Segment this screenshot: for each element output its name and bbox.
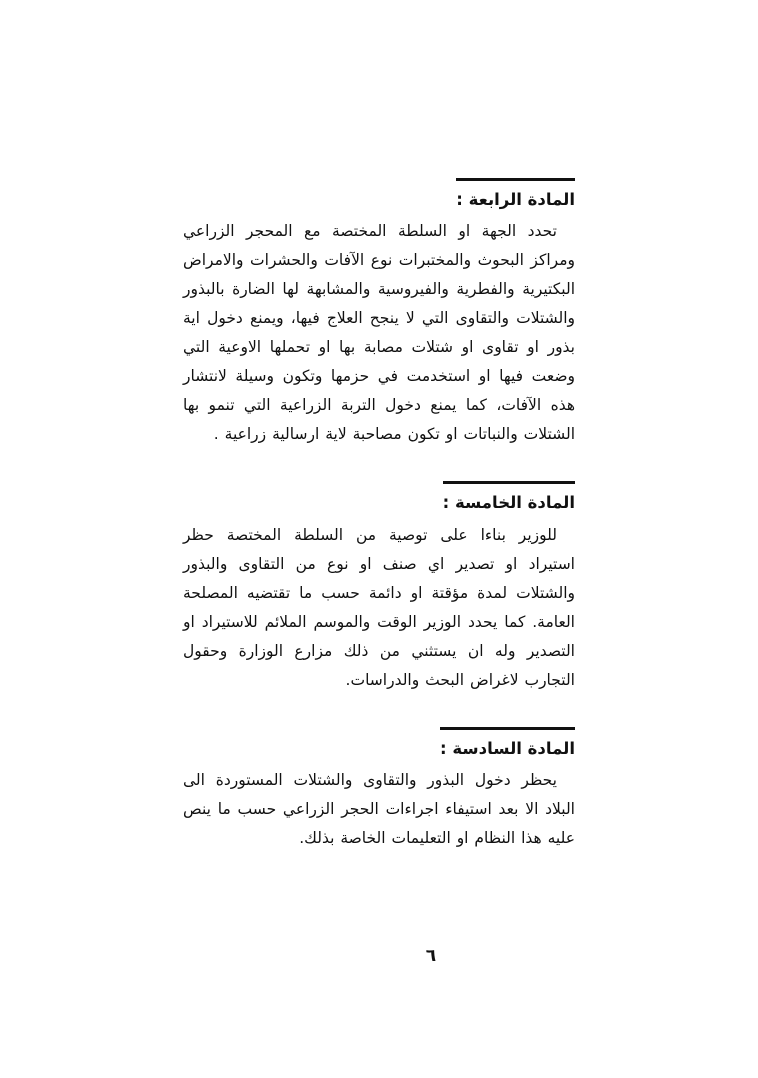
article-body: يحظر دخول البذور والتقاوى والشتلات المستوردة الى البلاد الا بعد استيفاء اجراءات الحجر الزراعي حسب ما ينص عليه هذا النظام او التعليمات الخاصة بذلك. <box>183 771 575 848</box>
article-heading: المادة الخامسة : <box>443 481 575 513</box>
article-heading: المادة الرابعة : <box>456 178 575 210</box>
page-number: ٦ <box>425 946 437 966</box>
article-body: تحدد الجهة او السلطة المختصة مع المحجر الزراعي ومراكز البحوث والمختبرات نوع الآفات والحشرات والامراض البكتيرية والفطرية والفيروسية والمشابهة لها الضارة بالبذور والشتلات والتقاوى التي لا ينجح العلاج فيها، ويمنع دخول اية بذور او تقاوى او شتلات مصابة بها او تحملها الاوعية التي وضعت فيها او استخدمت في حزمها وتكون وسيلة لانتشار هذه الآفات، كما يمنع دخول التربة الزراعية التي تنمو بها الشتلات والنباتات او تكون مصاحبة لاية ارسالية زراعية . <box>183 222 575 444</box>
article-body: للوزير بناءا على توصية من السلطة المختصة حظر استيراد او تصدير اي صنف او نوع من التقاوى والبذور والشتلات لمدة مؤقتة او دائمة حسب ما تقتضيه المصلحة العامة. كما يحدد الوزير الوقت والموسم الملائم للاستيراد او التصدير وله ان يستثني من ذلك مزارع الوزارة وحقول التجارب لاغراض البحث والدراسات. <box>183 525 575 689</box>
article-section-6 <box>183 727 575 853</box>
article-heading: المادة السادسة : <box>440 727 575 759</box>
article-section-4 <box>183 178 575 449</box>
article-section-5 <box>183 481 575 694</box>
document-content <box>183 178 575 885</box>
